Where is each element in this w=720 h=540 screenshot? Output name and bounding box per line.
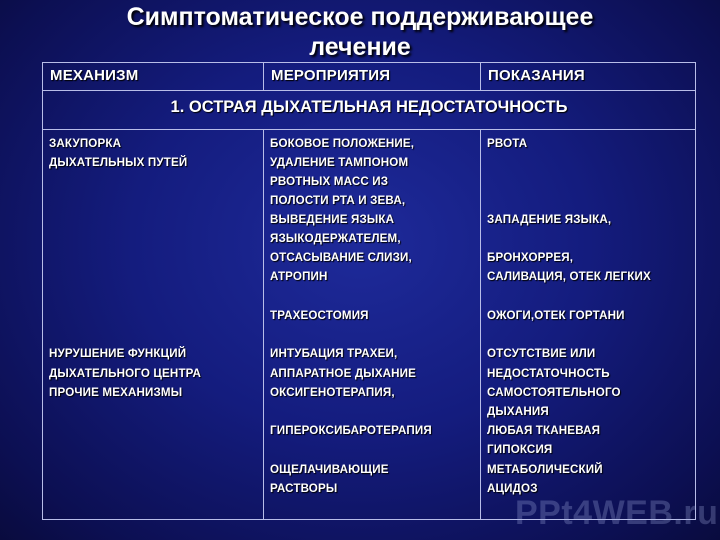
treatment-table [42,62,696,520]
mechanism-line: ПРОЧИЕ МЕХАНИЗМЫ [49,386,183,399]
indication-line: ЗАПАДЕНИЕ ЯЗЫКА, [487,213,612,226]
indication-line: АЦИДОЗ [487,482,538,495]
indication-line: РВОТА [487,137,528,150]
mechanism-line: ДЫХАТЕЛЬНОГО ЦЕНТРА [49,367,202,380]
slide-title [0,2,720,62]
watermark-logo: PPt4WEB.ru [515,494,719,532]
indications-column [480,129,696,520]
title-line-2: лечение [309,33,411,61]
header-indications: ПОКАЗАНИЯ [480,62,696,91]
measure-line: УДАЛЕНИЕ ТАМПОНОМ [270,156,409,169]
indication-line: ОЖОГИ,ОТЕК ГОРТАНИ [487,309,625,322]
measure-line: ОКСИГЕНОТЕРАПИЯ, [270,386,395,399]
measure-line: ОЩЕЛАЧИВАЮЩИЕ [270,463,389,476]
measure-line: ВЫВЕДЕНИЕ ЯЗЫКА [270,213,395,226]
section-heading: 1. ОСТРАЯ ДЫХАТЕЛЬНАЯ НЕДОСТАТОЧНОСТЬ [42,90,696,130]
mechanism-line: ЗАКУПОРКА [49,137,122,150]
measure-line: ПОЛОСТИ РТА И ЗЕВА, [270,194,406,207]
header-mechanism: МЕХАНИЗМ [42,62,264,91]
indication-line: САЛИВАЦИЯ, ОТЕК ЛЕГКИХ [487,270,651,283]
indication-line: ДЫХАНИЯ [487,405,549,418]
measure-line: ГИПЕРОКСИБАРОТЕРАПИЯ [270,424,432,437]
indication-line: САМОСТОЯТЕЛЬНОГО [487,386,621,399]
measure-line: ТРАХЕОСТОМИЯ [270,309,369,322]
mechanism-line: ДЫХАТЕЛЬНЫХ ПУТЕЙ [49,156,188,169]
measure-line: ИНТУБАЦИЯ ТРАХЕИ, [270,347,398,360]
indication-line: БРОНХОРРЕЯ, [487,251,574,264]
indication-line: НЕДОСТАТОЧНОСТЬ [487,367,610,380]
measure-line: АППАРАТНОЕ ДЫХАНИЕ [270,367,417,380]
mechanism-line: НУРУШЕНИЕ ФУНКЦИЙ [49,347,187,360]
measure-line: РАСТВОРЫ [270,482,338,495]
header-measures: МЕРОПРИЯТИЯ [263,62,481,91]
measure-line: ЯЗЫКОДЕРЖАТЕЛЕМ, [270,232,401,245]
indication-line: ЛЮБАЯ ТКАНЕВАЯ [487,424,601,437]
measure-line: БОКОВОЕ ПОЛОЖЕНИЕ, [270,137,415,150]
indication-line: ОТСУТСТВИЕ ИЛИ [487,347,596,360]
measure-line: АТРОПИН [270,270,328,283]
mechanism-column [42,129,264,520]
indication-line: ГИПОКСИЯ [487,443,553,456]
indication-line: МЕТАБОЛИЧЕСКИЙ [487,463,603,476]
measure-line: ОТСАСЫВАНИЕ СЛИЗИ, [270,251,412,264]
title-line-1: Симптоматическое поддерживающее [126,3,594,31]
measure-line: РВОТНЫХ МАСС ИЗ [270,175,389,188]
